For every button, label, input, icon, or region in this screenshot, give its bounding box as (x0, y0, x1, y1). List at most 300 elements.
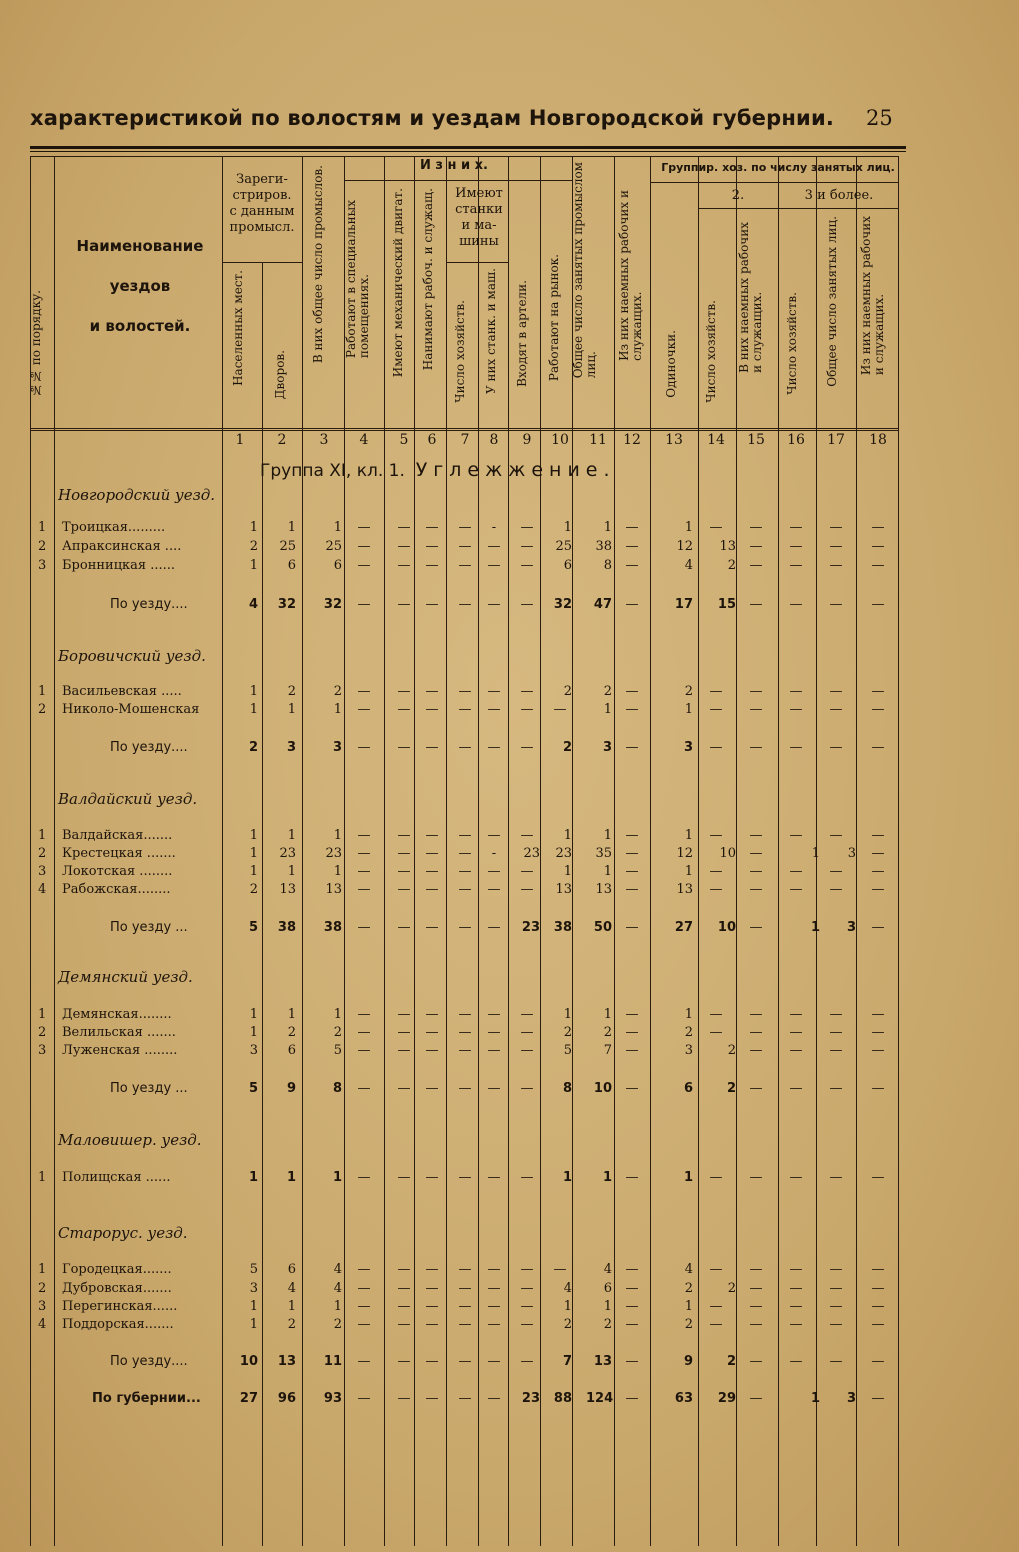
column-number: 14 (707, 432, 725, 448)
table-cell: 8 (562, 1081, 572, 1096)
table-cell: — (749, 1025, 763, 1040)
table-cell: — (425, 1043, 439, 1058)
col-header-4 (345, 200, 371, 358)
table-cell: 96 (277, 1391, 296, 1406)
table-cell: — (425, 846, 439, 861)
volost-name: Поддорская....... (62, 1317, 174, 1332)
subtotal-label: По уезду.... (110, 597, 188, 612)
grid-hline-grup (650, 182, 898, 183)
table-cell: — (829, 684, 843, 699)
table-cell: 1 (249, 1007, 258, 1022)
table-cell: — (789, 1081, 803, 1096)
table-cell: 4 (333, 1262, 342, 1277)
table-cell: — (425, 1281, 439, 1296)
uezd-title: Маловишер. уезд. (58, 1131, 202, 1149)
table-cell: — (397, 1281, 411, 1296)
table-cell: 1 (562, 1170, 572, 1185)
table-cell: — (487, 920, 501, 935)
table-cell: 1 (249, 1317, 258, 1332)
table-cell: 7 (603, 1043, 612, 1058)
table-cell: — (789, 1025, 803, 1040)
table-cell: — (458, 846, 472, 861)
volost-name: Валдайская....... (62, 828, 173, 843)
table-cell: — (397, 920, 411, 935)
table-cell: 2 (563, 684, 572, 699)
table-cell: — (357, 864, 371, 879)
table-cell: 4 (287, 1281, 296, 1296)
table-cell: — (357, 558, 371, 573)
table-cell: — (829, 1281, 843, 1296)
table-cell: — (749, 1081, 763, 1096)
table-cell: 1 (603, 864, 612, 879)
table-cell: — (357, 1007, 371, 1022)
table-cell: — (789, 1043, 803, 1058)
row-number: 1 (38, 1262, 47, 1277)
row-number: 2 (38, 1025, 47, 1040)
table-cell: — (458, 1025, 472, 1040)
table-cell: — (871, 597, 885, 612)
subtotal-row (0, 597, 900, 614)
table-cell: 38 (323, 920, 342, 935)
table-cell: — (871, 684, 885, 699)
table-cell: 1 (333, 702, 342, 717)
table-cell: 1 (249, 1025, 258, 1040)
table-cell: 4 (684, 558, 693, 573)
table-cell: 3 (846, 1391, 856, 1406)
col-header-reg (224, 172, 300, 236)
table-cell: — (789, 1317, 803, 1332)
table-cell: — (789, 1299, 803, 1314)
table-cell: — (709, 1007, 723, 1022)
table-cell: — (749, 597, 763, 612)
stanki-l4: шины (459, 234, 499, 249)
table-cell: 1 (333, 520, 342, 535)
subtotal-row (0, 740, 900, 757)
column-number: 16 (787, 432, 805, 448)
table-cell: — (520, 1043, 534, 1058)
row-number: 1 (38, 1170, 47, 1185)
table-cell: 2 (563, 1025, 572, 1040)
table-cell: — (487, 539, 501, 554)
table-cell: 23 (523, 846, 540, 861)
table-row (0, 1262, 900, 1279)
table-cell: — (397, 828, 411, 843)
table-cell: — (458, 597, 472, 612)
table-cell: 23 (521, 920, 540, 935)
table-cell: — (871, 702, 885, 717)
table-cell: 32 (323, 597, 342, 612)
column-number: 2 (277, 432, 287, 448)
table-cell: — (625, 1354, 639, 1369)
table-cell: — (520, 882, 534, 897)
row-number: 3 (38, 1299, 47, 1314)
table-cell: — (829, 828, 843, 843)
table-cell: 9 (683, 1354, 693, 1369)
column-number: 7 (460, 432, 470, 448)
table-cell: — (789, 740, 803, 755)
column-number: 6 (427, 432, 437, 448)
table-cell: 2 (726, 1081, 736, 1096)
table-cell: — (871, 539, 885, 554)
table-cell: — (458, 539, 472, 554)
table-cell: — (789, 1170, 803, 1185)
table-cell: 1 (249, 702, 258, 717)
subtotal-row (0, 920, 900, 937)
subtotal-row (0, 1354, 900, 1371)
table-cell: 27 (674, 920, 693, 935)
table-cell: — (397, 1391, 411, 1406)
table-cell: 6 (563, 558, 572, 573)
table-cell: — (709, 1317, 723, 1332)
table-cell: — (397, 1043, 411, 1058)
table-cell: — (458, 920, 472, 935)
table-cell: — (625, 558, 639, 573)
table-cell: — (625, 864, 639, 879)
table-cell: — (357, 1025, 371, 1040)
table-cell: 2 (249, 539, 258, 554)
table-cell: — (458, 882, 472, 897)
table-cell: — (749, 1391, 763, 1406)
table-cell: — (520, 702, 534, 717)
table-cell: — (749, 920, 763, 935)
table-cell: — (749, 864, 763, 879)
table-cell: — (749, 558, 763, 573)
column-number: 8 (489, 432, 499, 448)
table-cell: 2 (684, 1317, 693, 1332)
table-cell: — (709, 702, 723, 717)
table-cell: — (789, 1281, 803, 1296)
table-row (0, 828, 900, 845)
table-cell: 13 (555, 882, 572, 897)
table-cell: — (397, 684, 411, 699)
table-cell: — (425, 684, 439, 699)
table-cell: — (487, 1025, 501, 1040)
table-cell: — (829, 1317, 843, 1332)
table-cell: — (357, 1281, 371, 1296)
col-header-9: Входят в артели. (515, 280, 529, 387)
table-cell: 2 (727, 1043, 736, 1058)
table-cell: — (625, 1317, 639, 1332)
col-header-13: Одиночки. (664, 330, 678, 398)
table-row (0, 520, 900, 537)
table-cell: — (458, 1081, 472, 1096)
table-cell: 1 (248, 1170, 258, 1185)
volost-name: Велильская ....... (62, 1025, 176, 1040)
table-cell: 1 (332, 1170, 342, 1185)
table-cell: 38 (277, 920, 296, 935)
col-header-g2: 2. (731, 188, 745, 203)
table-cell: — (487, 882, 501, 897)
page-number: 25 (866, 106, 893, 130)
table-cell: — (520, 1299, 534, 1314)
table-cell: 3 (847, 846, 856, 861)
table-cell: 1 (810, 1391, 820, 1406)
table-cell: 11 (323, 1354, 342, 1369)
table-cell: — (487, 702, 501, 717)
table-cell: — (520, 1354, 534, 1369)
table-cell: 47 (593, 597, 612, 612)
table-cell: 1 (287, 828, 296, 843)
volost-name: Васильевская ..... (62, 684, 182, 699)
table-cell: 1 (249, 520, 258, 535)
table-cell: 6 (683, 1081, 693, 1096)
table-cell: — (458, 1007, 472, 1022)
table-cell: — (357, 1262, 371, 1277)
column-number: 17 (827, 432, 845, 448)
table-cell: — (397, 520, 411, 535)
table-cell: — (357, 1299, 371, 1314)
table-cell: 1 (286, 1170, 296, 1185)
row-number: 4 (38, 882, 47, 897)
table-cell: — (625, 920, 639, 935)
table-cell: — (520, 684, 534, 699)
table-cell: — (871, 828, 885, 843)
table-cell: — (458, 702, 472, 717)
table-cell: 1 (684, 520, 693, 535)
table-cell: — (425, 828, 439, 843)
table-cell: — (829, 1007, 843, 1022)
total-row (0, 1391, 900, 1408)
table-cell: — (749, 684, 763, 699)
table-cell: — (829, 1262, 843, 1277)
table-cell: 25 (555, 539, 572, 554)
column-number: 15 (747, 432, 765, 448)
table-cell: — (789, 882, 803, 897)
table-cell: 25 (325, 539, 342, 554)
table-cell: — (871, 1007, 885, 1022)
table-cell: 2 (726, 1354, 736, 1369)
table-cell: — (520, 1262, 534, 1277)
volost-name: Крестецкая ....... (62, 846, 176, 861)
table-cell: — (487, 1281, 501, 1296)
table-cell: — (871, 558, 885, 573)
table-cell: 25 (279, 539, 296, 554)
table-cell: 1 (810, 920, 820, 935)
table-cell: — (871, 1081, 885, 1096)
table-cell: — (871, 882, 885, 897)
volost-name: Полищская ...... (62, 1170, 171, 1185)
table-cell: — (829, 597, 843, 612)
table-cell: — (789, 539, 803, 554)
row-number: 3 (38, 558, 47, 573)
table-cell: — (520, 597, 534, 612)
col-header-rn: №№ по порядку. (29, 290, 43, 398)
table-cell: — (458, 684, 472, 699)
volost-name: Луженская ........ (62, 1043, 178, 1058)
table-cell: — (425, 1317, 439, 1332)
table-cell: — (397, 539, 411, 554)
uezd-title: Демянский уезд. (58, 968, 193, 986)
table-cell: — (553, 702, 567, 717)
table-cell: — (458, 864, 472, 879)
table-cell: — (520, 1081, 534, 1096)
table-cell: — (425, 1354, 439, 1369)
table-cell: — (749, 539, 763, 554)
c4-l1: Работают в специальных (344, 200, 358, 359)
table-cell: — (397, 1081, 411, 1096)
group-title-name: Углежжение. (415, 459, 616, 481)
table-cell: 1 (603, 702, 612, 717)
table-cell: 1 (563, 520, 572, 535)
table-row (0, 846, 900, 863)
table-cell: — (871, 846, 885, 861)
col-header-grup: Группир. хоз. по числу занятых лиц. (661, 161, 895, 174)
table-cell: — (425, 1007, 439, 1022)
table-cell: 1 (249, 1299, 258, 1314)
table-cell: — (871, 520, 885, 535)
table-cell: — (871, 1299, 885, 1314)
table-cell: — (458, 1043, 472, 1058)
stanki-l1: Имеют (455, 186, 503, 201)
table-cell: — (625, 828, 639, 843)
table-cell: — (709, 1170, 723, 1185)
table-cell: — (625, 684, 639, 699)
table-cell: — (487, 558, 501, 573)
table-cell: 12 (676, 539, 693, 554)
table-row (0, 1170, 900, 1187)
table-cell: — (397, 1262, 411, 1277)
table-cell: 12 (676, 846, 693, 861)
table-cell: 1 (684, 1299, 693, 1314)
reg-l3: с данным (229, 204, 295, 219)
table-row (0, 702, 900, 719)
table-cell: — (487, 1007, 501, 1022)
table-cell: 1 (684, 828, 693, 843)
col-header-g3: 3 и более. (804, 188, 874, 203)
row-number: 1 (38, 684, 47, 699)
table-cell: — (520, 520, 534, 535)
table-cell: — (749, 846, 763, 861)
table-cell: — (553, 1262, 567, 1277)
table-cell: 17 (674, 597, 693, 612)
table-cell: — (871, 1281, 885, 1296)
table-cell: — (709, 1299, 723, 1314)
table-cell: 1 (603, 520, 612, 535)
table-cell: — (789, 1262, 803, 1277)
table-cell: — (487, 597, 501, 612)
table-cell: — (625, 1007, 639, 1022)
col-header-16: Число хозяйств. (785, 292, 799, 395)
table-cell: — (625, 1299, 639, 1314)
table-cell: — (829, 1043, 843, 1058)
col-header-name (60, 234, 220, 338)
table-cell: 6 (287, 1262, 296, 1277)
stanki-l2: станки (455, 202, 503, 217)
table-cell: — (357, 1317, 371, 1332)
col-header-15 (738, 222, 764, 373)
table-cell: — (829, 1081, 843, 1096)
table-cell: 13 (325, 882, 342, 897)
table-cell: — (625, 1025, 639, 1040)
table-cell: — (458, 1354, 472, 1369)
table-cell: 3 (602, 740, 612, 755)
table-cell: — (871, 1170, 885, 1185)
table-cell: — (625, 702, 639, 717)
table-cell: — (357, 740, 371, 755)
row-number: 2 (38, 1281, 47, 1296)
table-cell: 124 (586, 1391, 614, 1406)
column-number: 10 (551, 432, 569, 448)
table-cell: — (789, 828, 803, 843)
table-cell: 13 (279, 882, 296, 897)
table-cell: 1 (249, 558, 258, 573)
table-row (0, 1317, 900, 1334)
table-cell: — (458, 740, 472, 755)
table-cell: — (829, 539, 843, 554)
volost-name: Апраксинская .... (62, 539, 182, 554)
row-number: 3 (38, 864, 47, 879)
table-cell: — (425, 539, 439, 554)
table-cell: — (357, 1043, 371, 1058)
table-cell: — (397, 1025, 411, 1040)
grid-hline-top (30, 156, 898, 157)
table-cell: — (520, 558, 534, 573)
table-cell: — (487, 740, 501, 755)
table-cell: 5 (248, 920, 258, 935)
table-cell: 5 (248, 1081, 258, 1096)
table-cell: — (357, 702, 371, 717)
reg-l2: стриров. (232, 188, 292, 203)
table-cell: — (357, 520, 371, 535)
table-row (0, 1043, 900, 1060)
table-cell: 13 (595, 882, 612, 897)
col-header-12 (618, 190, 644, 361)
table-cell: 1 (563, 864, 572, 879)
table-cell: — (829, 520, 843, 535)
table-cell: 10 (719, 846, 736, 861)
c11-l1: Общее число занятых промыслом (571, 162, 585, 379)
table-cell: — (397, 597, 411, 612)
table-cell: — (625, 1081, 639, 1096)
table-cell: — (789, 597, 803, 612)
volost-name: Рабожская........ (62, 882, 171, 897)
table-cell: — (425, 920, 439, 935)
table-cell: — (397, 1354, 411, 1369)
table-cell: 5 (563, 1043, 572, 1058)
table-cell: — (625, 846, 639, 861)
table-cell: 3 (249, 1043, 258, 1058)
stanki-l3: и ма- (461, 218, 497, 233)
table-cell: - (491, 846, 497, 861)
table-cell: — (749, 1170, 763, 1185)
table-cell: 3 (684, 1043, 693, 1058)
c15-l1: В них наемных рабочих (737, 222, 751, 373)
table-cell: — (789, 684, 803, 699)
col-header-3: В них общее число промыслов. (311, 165, 325, 364)
row-number: 4 (38, 1317, 47, 1332)
table-cell: — (425, 1170, 439, 1185)
column-number: 12 (623, 432, 641, 448)
table-cell: — (625, 1262, 639, 1277)
table-cell: 1 (684, 1007, 693, 1022)
table-cell: — (709, 828, 723, 843)
table-cell: — (397, 740, 411, 755)
table-cell: 2 (287, 684, 296, 699)
table-cell: 2 (333, 684, 342, 699)
table-cell: — (425, 1391, 439, 1406)
table-cell: — (425, 702, 439, 717)
reg-l4: промысл. (229, 220, 295, 235)
table-cell: — (829, 702, 843, 717)
table-cell: — (871, 740, 885, 755)
table-cell: — (625, 1043, 639, 1058)
table-cell: — (709, 1262, 723, 1277)
col-header-2: Дворов. (273, 350, 287, 400)
table-cell: 5 (333, 1043, 342, 1058)
table-cell: — (425, 1081, 439, 1096)
table-cell: — (458, 520, 472, 535)
table-cell: 2 (603, 1025, 612, 1040)
